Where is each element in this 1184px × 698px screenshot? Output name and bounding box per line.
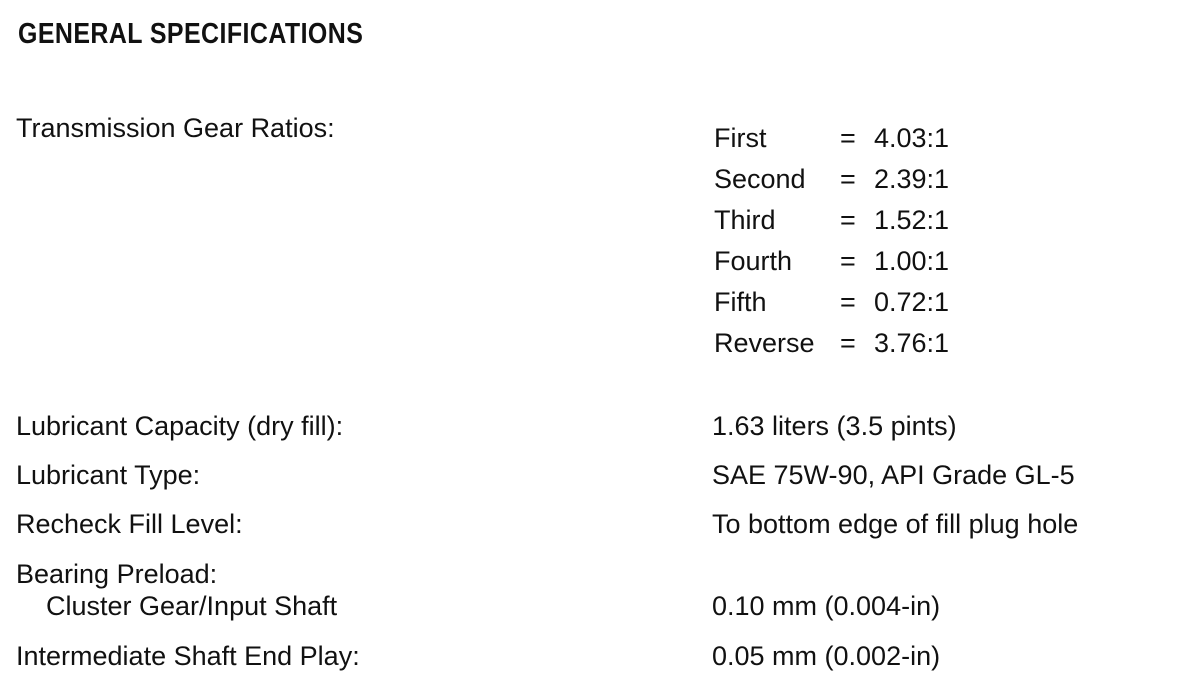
equals-sign: =	[840, 287, 856, 317]
gear-name: Third	[714, 205, 776, 235]
gear-name: Reverse	[714, 328, 815, 358]
intermediate-shaft-end-play-label: Intermediate Shaft End Play:	[16, 641, 360, 671]
recheck-fill-level-value: To bottom edge of fill plug hole	[712, 509, 1079, 539]
equals-sign: =	[840, 246, 856, 276]
bearing-preload-sublabel: Cluster Gear/Input Shaft	[46, 591, 338, 621]
gear-name: Fifth	[714, 287, 767, 317]
bearing-preload-value: 0.10 mm (0.004-in)	[712, 591, 941, 621]
equals-sign: =	[840, 164, 856, 194]
gear-name: Second	[714, 164, 806, 194]
gear-ratio-row-third	[714, 204, 949, 245]
gear-ratio-row-fourth	[714, 245, 949, 286]
bearing-preload-label: Bearing Preload:	[16, 559, 218, 589]
gear-ratios-label: Transmission Gear Ratios:	[16, 113, 335, 143]
lubricant-capacity-label: Lubricant Capacity (dry fill):	[16, 411, 344, 441]
equals-sign: =	[840, 123, 856, 153]
gear-ratio-value: 2.39:1	[874, 164, 950, 194]
gear-name: Fourth	[714, 246, 793, 276]
gear-ratio-row-fifth	[714, 286, 949, 327]
recheck-fill-level-label: Recheck Fill Level:	[16, 509, 243, 539]
gear-ratio-value: 1.00:1	[874, 246, 950, 276]
equals-sign: =	[840, 205, 856, 235]
gear-ratio-row-reverse	[714, 327, 949, 368]
gear-name: First	[714, 123, 767, 153]
gear-ratio-value: 0.72:1	[874, 287, 950, 317]
gear-ratio-row-second	[714, 163, 949, 204]
intermediate-shaft-end-play-value: 0.05 mm (0.002-in)	[712, 641, 941, 671]
lubricant-type-value: SAE 75W-90, API Grade GL-5	[712, 460, 1075, 490]
lubricant-capacity-value: 1.63 liters (3.5 pints)	[712, 411, 957, 441]
gear-ratio-value: 1.52:1	[874, 205, 950, 235]
lubricant-type-label: Lubricant Type:	[16, 460, 201, 490]
gear-ratio-value: 4.03:1	[874, 123, 950, 153]
gear-ratio-table	[714, 122, 949, 368]
page-title: GENERAL SPECIFICATIONS	[18, 18, 364, 50]
equals-sign: =	[840, 328, 856, 358]
gear-ratio-value: 3.76:1	[874, 328, 950, 358]
gear-ratio-row-first	[714, 122, 949, 163]
